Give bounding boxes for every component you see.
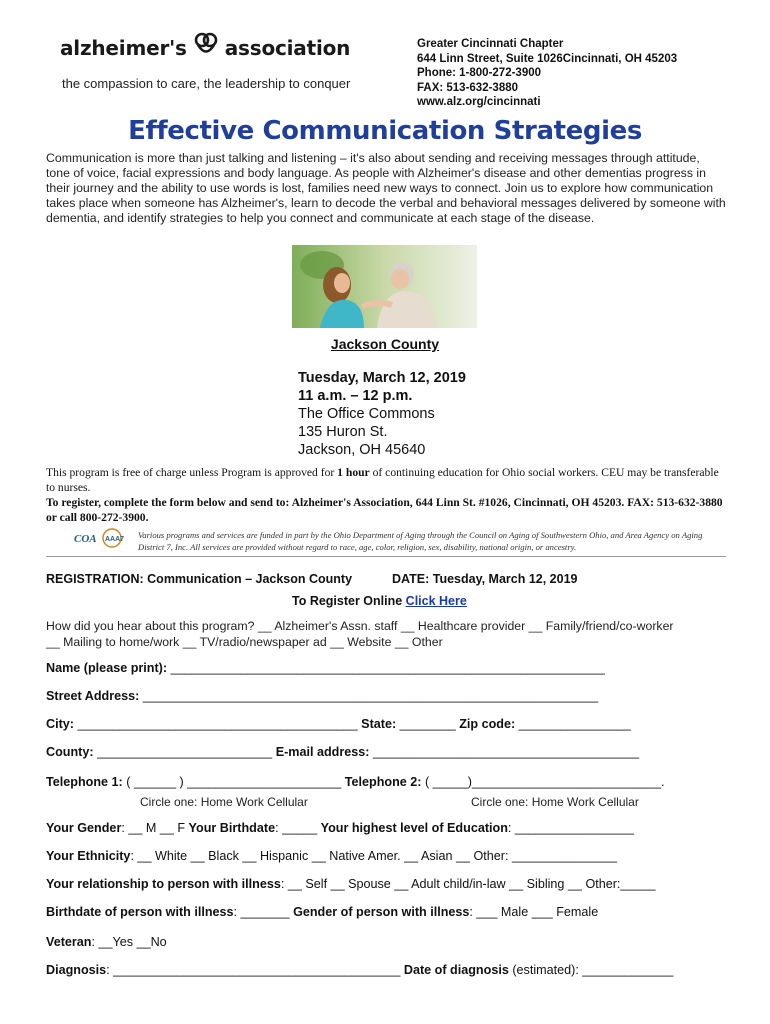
coa-logo-text: COA [74, 533, 97, 545]
chapter-info [417, 37, 677, 110]
tel1-label: Telephone 1: [46, 775, 123, 789]
education-field[interactable]: : _________________ [507, 821, 634, 835]
street-row [46, 689, 598, 703]
hear-options-line2[interactable]: __ Mailing to home/work __ TV/radio/newspaper ad __ Website __ Other [46, 635, 443, 649]
person-birthdate-row [46, 905, 598, 919]
tel2-field[interactable]: ( _____)___________________________. [421, 775, 665, 789]
gender-options[interactable]: : __ M __ F [121, 821, 189, 835]
email-label: E-mail address: [275, 745, 370, 759]
tel2-label: Telephone 2: [344, 775, 422, 789]
event-details [298, 369, 466, 459]
register-online: To Register Online Click Here [292, 594, 467, 608]
hear-about-question [46, 618, 674, 650]
event-county: Jackson County [330, 336, 440, 352]
relationship-options[interactable]: : __ Self __ Spouse __ Adult child/in-law __ Sibling __ Other:_____ [280, 877, 656, 891]
diagnosis-label: Diagnosis [46, 963, 107, 977]
coa-aaa-logo [72, 528, 124, 550]
relationship-row [46, 877, 655, 891]
tel1-field[interactable]: ( ______ ) ______________________ [122, 775, 345, 789]
name-label: Name (please print): [46, 661, 168, 675]
logo-left-text: alzheimer's [60, 35, 187, 60]
purple-knot-icon [193, 32, 219, 63]
chapter-phone: Phone: 1-800-272-3900 [417, 67, 542, 80]
event-street: 135 Huron St. [298, 424, 388, 440]
alz-logo [60, 32, 350, 63]
zip-label: Zip code: [459, 717, 516, 731]
tagline: the compassion to care, the leadership to conquer [62, 76, 351, 91]
caregiver-photo [292, 245, 477, 328]
state-label: State: [361, 717, 397, 731]
chapter-web: www.alz.org/cincinnati [417, 96, 541, 109]
event-venue: The Office Commons [298, 406, 435, 422]
ethnicity-options[interactable]: : __ White __ Black __ Hispanic __ Native Amer. __ Asian __ Other: _______________ [130, 849, 618, 863]
registration-date: DATE: Tuesday, March 12, 2019 [392, 572, 578, 586]
veteran-row [46, 935, 167, 949]
event-city: Jackson, OH 45640 [298, 442, 426, 458]
gender-row [46, 821, 634, 835]
veteran-label: Veteran [46, 935, 92, 949]
state-field[interactable]: ________ [396, 717, 460, 731]
hear-options-line1[interactable]: How did you hear about this program? __ Alzheimer's Assn. staff __ Healthcare provider __ Family/friend/co-worker [46, 619, 674, 633]
person-birthdate-field[interactable]: : _______ [233, 905, 294, 919]
click-here-link[interactable]: Click Here [405, 594, 467, 608]
page-title: Effective Communication Strategies [128, 116, 642, 146]
county-row [46, 745, 639, 759]
registration-heading: REGISTRATION: Communication – Jackson County [46, 572, 353, 586]
county-label: County: [46, 745, 94, 759]
person-gender-label: Gender of person with illness [293, 905, 470, 919]
telephone-row [46, 775, 665, 789]
program-notes [46, 465, 726, 525]
diagnosis-field[interactable]: : _________________________________________ [106, 963, 404, 977]
intro-paragraph: Communication is more than just talking and listening – it's also about sending and receiving messages through attitude, tone of voice, facial expressions and body language. As people with Alzheimer's disease and other dementias progress in their journey and the ability to use words is lost, families need new ways to connect. Join us to explore how communication takes place when someone has Alzheimer's, learn to decode the verbal and behavioral messages delivered by someone with dementia, and identify strategies to help you connect and communicate at each stage of the disease. [46, 151, 726, 225]
education-label: Your highest level of Education [320, 821, 508, 835]
event-time: 11 a.m. – 12 p.m. [298, 388, 413, 404]
birthdate-field[interactable]: : _____ [275, 821, 321, 835]
street-field[interactable]: _________________________________________________________________ [139, 689, 599, 703]
person-birthdate-label: Birthdate of person with illness [46, 905, 234, 919]
logo-right-text: association [224, 35, 351, 60]
name-field[interactable]: ______________________________________________________________ [167, 661, 605, 675]
birthdate-label: Your Birthdate [188, 821, 276, 835]
chapter-name: Greater Cincinnati Chapter [417, 38, 564, 50]
city-row [46, 717, 631, 731]
register-note: To register, complete the form below and send to: Alzheimer's Association, 644 Linn St. #1026, Cincinnati, OH 45203. FAX: 513-632-3880 or call 800-272-3900. [46, 496, 723, 524]
diagnosis-row [46, 963, 673, 977]
tel2-circle-one[interactable]: Circle one: Home Work Cellular [471, 795, 639, 809]
zip-field[interactable]: ________________ [515, 717, 631, 731]
county-field[interactable]: _________________________ [93, 745, 276, 759]
name-row [46, 661, 605, 675]
ethnicity-row [46, 849, 617, 863]
tel1-circle-one[interactable]: Circle one: Home Work Cellular [140, 795, 308, 809]
diagnosis-date-field[interactable]: (estimated): _____________ [508, 963, 674, 977]
email-field[interactable]: ______________________________________ [369, 745, 640, 759]
gender-label: Your Gender [46, 821, 122, 835]
city-field[interactable]: ________________________________________ [74, 717, 362, 731]
chapter-address: 644 Linn Street, Suite 1026Cincinnati, OH 45203 [417, 52, 678, 65]
veteran-options[interactable]: : __Yes __No [91, 935, 167, 949]
person-gender-options[interactable]: : ___ Male ___ Female [469, 905, 599, 919]
relationship-label: Your relationship to person with illness [46, 877, 281, 891]
funding-note: Various programs and services are funded in part by the Ohio Department of Aging through the Council on Aging of Southwestern Ohio, and Area Agency on Aging District 7, Inc. All services are provided without regard to race, age, color, religion, sex, disability, national origin, or ancestry. [138, 530, 703, 552]
diagnosis-date-label: Date of diagnosis [403, 963, 509, 977]
aaa-logo-text: AAA7 [105, 536, 124, 543]
event-date: Tuesday, March 12, 2019 [298, 370, 466, 386]
free-note: This program is free of charge unless Program is approved for 1 hour of continuing education for Ohio social workers. CEU may be transferable to nurses. [46, 466, 719, 494]
chapter-fax: FAX: 513-632-3880 [417, 81, 519, 94]
street-label: Street Address: [46, 689, 140, 703]
city-label: City: [46, 717, 74, 731]
divider [46, 556, 726, 557]
ethnicity-label: Your Ethnicity [46, 849, 131, 863]
